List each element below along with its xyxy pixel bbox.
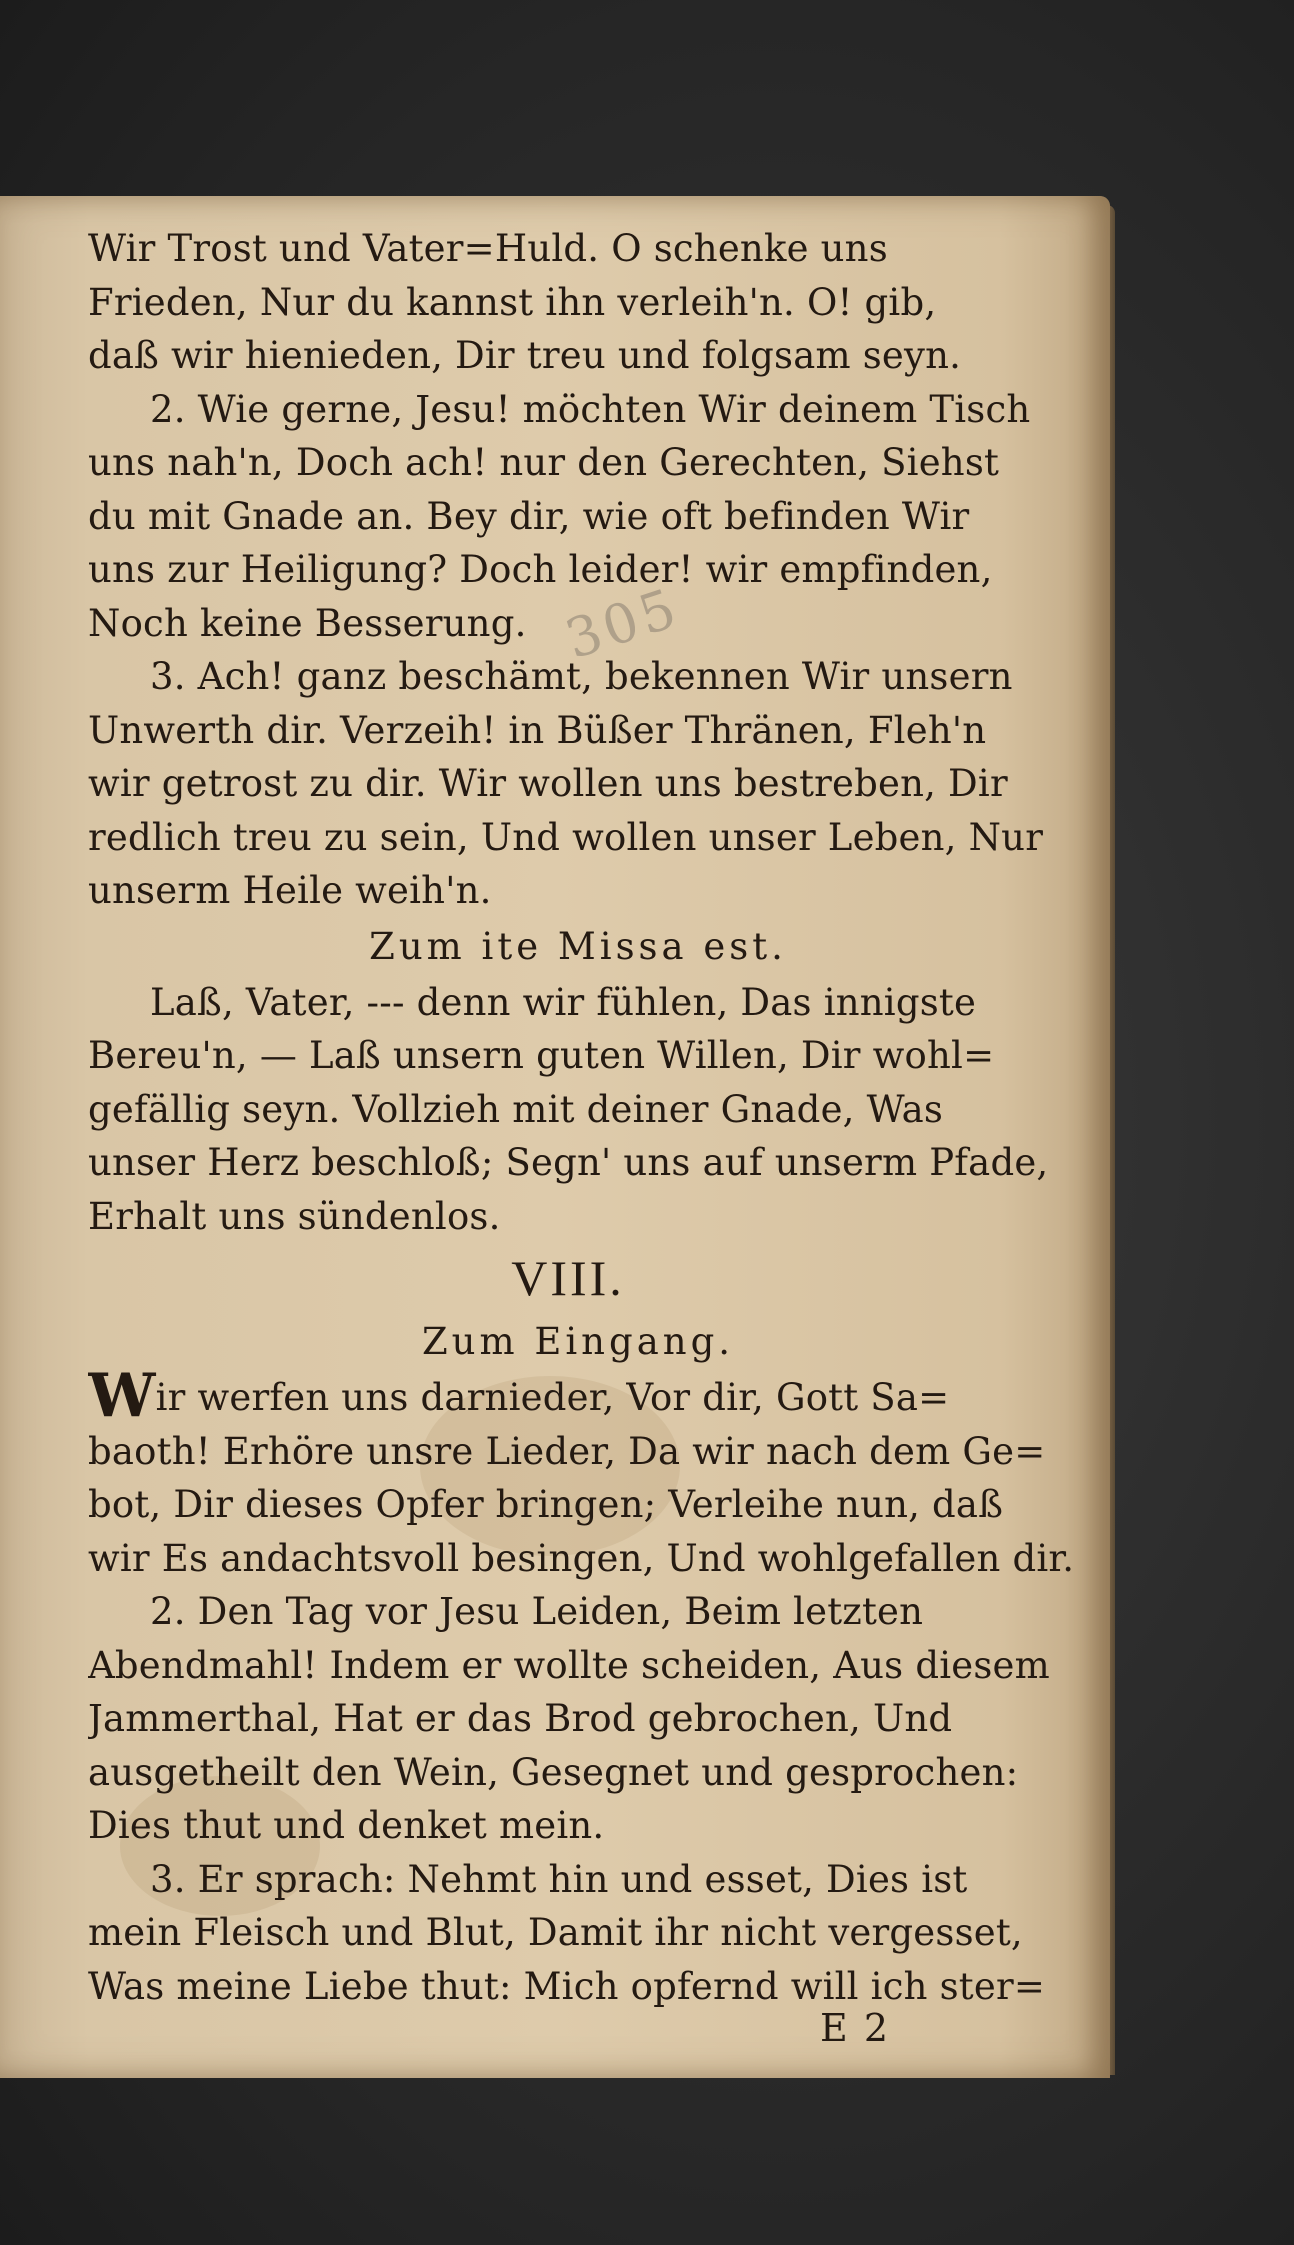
verse-line: Jammerthal, Hat er das Brod gebrochen, Und — [88, 1697, 953, 1740]
hymn-line: gefällig seyn. Vollzieh mit deiner Gnade, Was — [88, 1087, 944, 1131]
verse-line: Abendmahl! Indem er wollte scheiden, Aus diesem — [88, 1643, 1050, 1687]
page-text — [88, 222, 1108, 2013]
signature-mark: E 2 — [820, 2006, 890, 2050]
hymn-line: Erhalt uns sündenlos. — [88, 1194, 501, 1238]
verse-line: 2. Den Tag vor Jesu Leiden, Beim letzten — [150, 1590, 924, 1633]
verse-line: Noch keine Besserung. — [88, 601, 527, 645]
text-line: Frieden, Nur du kannst ihn verleih'n. O! gib, — [88, 280, 937, 324]
hymn-line: baoth! Erhöre unsre Lieder, Da wir nach dem Ge= — [88, 1429, 1046, 1473]
text-line: daß wir hienieden, Dir treu und folgsam seyn. — [88, 334, 962, 377]
verse-line: uns nah'n, Doch ach! nur den Gerechten, Siehst — [88, 441, 1000, 484]
verse-line: ausgetheilt den Wein, Gesegnet und gesprochen: — [88, 1750, 1019, 1794]
verse-line: mein Fleisch und Blut, Damit ihr nicht vergesset, — [88, 1911, 1023, 1954]
drop-cap: W — [88, 1371, 156, 1425]
verse-line: 2. Wie gerne, Jesu! möchten Wir deinem Tisch — [150, 387, 1031, 431]
verse-line: Unwerth dir. Verzeih! in Büßer Thränen, Fleh'n — [88, 708, 987, 752]
section-heading: Zum Eingang. — [421, 1320, 735, 1363]
section-number: VIII. — [511, 1250, 625, 1306]
verse-line: du mit Gnade an. Bey dir, wie oft befinden Wir — [88, 494, 970, 538]
hymn-line: unser Herz beschloß; Segn' uns auf unserm Pfade, — [88, 1141, 1049, 1184]
hymn-first-line-text: ir werfen uns darnieder, Vor dir, Gott Sa= — [155, 1376, 950, 1419]
text-line: Wir Trost und Vater=Huld. O schenke uns — [88, 227, 888, 270]
pencil-annotation: 305 — [558, 575, 687, 672]
verse-line: uns zur Heiligung? Doch leider! wir empfinden, — [88, 548, 993, 591]
hymn-line: Laß, Vater, --- denn wir fühlen, Das innigste — [150, 980, 977, 1024]
hymn-first-line — [88, 1371, 1108, 1425]
verse-line: redlich treu zu sein, Und wollen unser Leben, Nur — [88, 815, 1044, 859]
hymn-line: wir Es andachtsvoll besingen, Und wohlgefallen dir. — [88, 1536, 1075, 1580]
verse-line: wir getrost zu dir. Wir wollen uns bestreben, Dir — [88, 762, 1008, 805]
section-heading: Zum ite Missa est. — [369, 924, 787, 968]
verse-line: 3. Ach! ganz beschämt, bekennen Wir unsern — [150, 655, 1013, 698]
verse-line: unserm Heile weih'n. — [88, 869, 492, 912]
verse-line: 3. Er sprach: Nehmt hin und esset, Dies ist — [150, 1857, 968, 1901]
verse-line: Dies thut und denket mein. — [88, 1804, 605, 1847]
verse-line: Was meine Liebe thut: Mich opfernd will ich ster= — [88, 1964, 1046, 2008]
hymn-line: Bereu'n, — Laß unsern guten Willen, Dir wohl= — [88, 1034, 995, 1077]
hymn-line: bot, Dir dieses Opfer bringen; Verleihe nun, daß — [88, 1483, 1004, 1526]
